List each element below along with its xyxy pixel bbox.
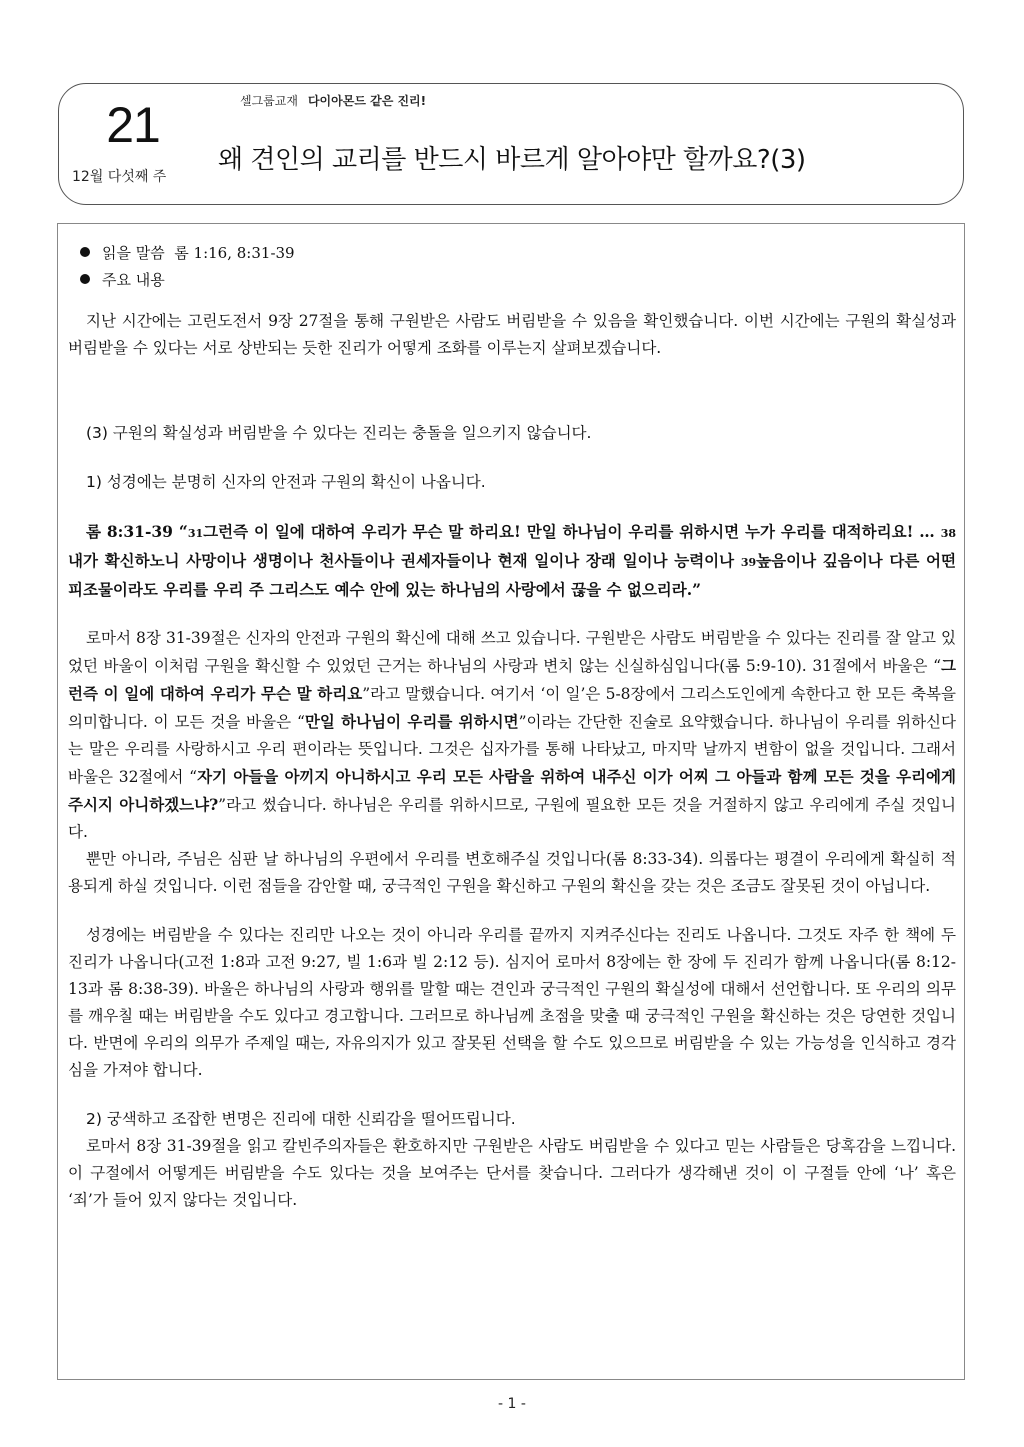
page-number: - 1 - xyxy=(498,1396,526,1412)
body-paragraph-2: 뿐만 아니라, 주님은 심판 날 하나님의 우편에서 우리를 변호해주실 것입니다(롬 8:33-34). 의롭다는 평결이 우리에게 확실히 적용되게 하실 것입니다. 이런 점들을 감안할 때, 궁극적인 구원을 확신하고 구원의 확신을 갖는 것은 조금도 잘못된 것이 아닙니다. xyxy=(68,850,956,895)
bullet-icon xyxy=(80,274,90,284)
subheading-2: 2) 궁색하고 조잡한 변명은 진리에 대한 신뢰감을 떨어뜨립니다. xyxy=(86,1110,516,1128)
body-paragraph-1: 로마서 8장 31-39절은 신자의 안전과 구원의 확신에 대해 쓰고 있습니다. 구원받은 사람도 버림받을 수 있다는 진리를 잘 알고 있었던 바울이 이처럼 구원을 확신할 수 있었던 근거는 하나님의 사랑과 변치 않는 신실하심입니다(롬 5:9-10). 31절에서 바울은 “그런즉 이 일에 대하여 우리가 무슨 말 하리요”라고 말했습니다. 여기서 ‘이 일’은 5-8장에서 그리스도인에게 속한다고 한 모든 축복을 의미합니다. 이 모든 것을 바울은 “만일 하나님이 우리를 위하시면”이라는 간단한 진술로 요약했습니다. 하나님이 우리를 위하신다는 말은 우리를 사랑하시고 우리 편이라는 뜻입니다. 그것은 십자가를 통해 나타났고, 마지막 날까지 변함이 없을 것입니다. 그래서 바울은 32절에서 “자기 아들을 아끼지 아니하시고 우리 모든 사람을 위하여 내주신 이가 어찌 그 아들과 함께 모든 것을 우리에게 주시지 아니하겠느냐?”라고 썼습니다. 하나님은 우리를 위하시므로, 구원에 필요한 모든 것을 거절하지 않고 우리에게 주실 것입니다. xyxy=(68,629,957,841)
intro-paragraph: 지난 시간에는 고린도전서 9장 27절을 통해 구원받은 사람도 버림받을 수 있음을 확인했습니다. 이번 시간에는 구원의 확실성과 버림받을 수 있다는 서로 상반되는 듯한 진리가 어떻게 조화를 이루는지 살펴보겠습니다. xyxy=(68,312,956,357)
content xyxy=(68,240,956,1214)
reading-label: 읽을 말씀 xyxy=(102,244,165,262)
reading-ref: 롬 1:16, 8:31-39 xyxy=(174,244,295,262)
week-label: 12월 다섯째 주 xyxy=(72,169,167,185)
body-paragraph-4: 로마서 8장 31-39절을 읽고 칼빈주의자들은 환호하지만 구원받은 사람도 버림받을 수 있다고 믿는 사람들은 당혹감을 느낍니다. 이 구절에서 어떻게든 버림받을 수도 있다는 것을 보여주는 단서를 찾습니다. 그러다가 생각해낸 것이 이 구절들 안에 ‘나’ 혹은 ‘죄’가 들어 있지 않다는 것입니다. xyxy=(68,1137,956,1209)
lesson-number: 21 xyxy=(106,97,160,153)
reading-line xyxy=(68,240,956,267)
verse-number: 31 xyxy=(187,527,204,540)
verse-ref: 롬 8:31-39 xyxy=(86,522,173,541)
verse-number: 38 xyxy=(940,527,957,540)
series-name: 다이아몬드 같은 진리! xyxy=(307,94,427,108)
scripture-quote: 롬 8:31-39 “31그런즉 이 일에 대하여 우리가 무슨 말 하리요! 만일 하나님이 우리를 위하시면 누가 우리를 대적하리요! … 38내가 확신하노니 사망이나 생명이나 천사들이나 권세자들이나 현재 일이나 장래 일이나 능력이나 39높음이나 깊음이나 다른 어떤 피조물이라도 우리를 우리 주 그리스도 예수 안에 있는 하나님의 사랑에서 끊을 수 없으리라.” xyxy=(68,522,957,599)
body-paragraph-3: 성경에는 버림받을 수 있다는 진리만 나오는 것이 아니라 우리를 끝까지 지켜주신다는 진리도 나옵니다. 그것도 자주 한 책에 두 진리가 나옵니다(고전 1:8과 고전 9:27, 빌 1:6과 빌 2:12 등). 심지어 로마서 8장에는 한 장에 두 진리가 함께 나옵니다(롬 8:12-13과 롬 8:38-39). 바울은 하나님의 사랑과 행위를 말할 때는 견인과 궁극적인 구원의 확실성에 대해서 선언합니다. 또 우리의 의무를 깨우칠 때는 버림받을 수도 있다고 경고합니다. 그러므로 하나님께 초점을 맞출 때 궁극적인 구원을 확신하는 것은 당연한 것입니다. 반면에 우리의 의무가 주제일 때는, 자유의지가 있고 잘못된 선택을 할 수도 있으므로 버림받을 수 있는 가능성을 인식하고 경각심을 가져야 합니다. xyxy=(68,926,957,1079)
main-label: 주요 내용 xyxy=(102,271,165,289)
verse-number: 39 xyxy=(740,556,757,569)
series-label: 셀그룹교재 xyxy=(240,94,298,108)
bullet-icon xyxy=(80,247,90,257)
series-line xyxy=(240,92,426,109)
main-content-line xyxy=(68,267,956,294)
page-title: 왜 견인의 교리를 반드시 바르게 알아야만 할까요?(3) xyxy=(218,145,806,175)
subheading-1: 1) 성경에는 분명히 신자의 안전과 구원의 확신이 나옵니다. xyxy=(86,473,486,491)
section-heading: (3) 구원의 확실성과 버림받을 수 있다는 진리는 충돌을 일으키지 않습니다. xyxy=(86,424,592,442)
